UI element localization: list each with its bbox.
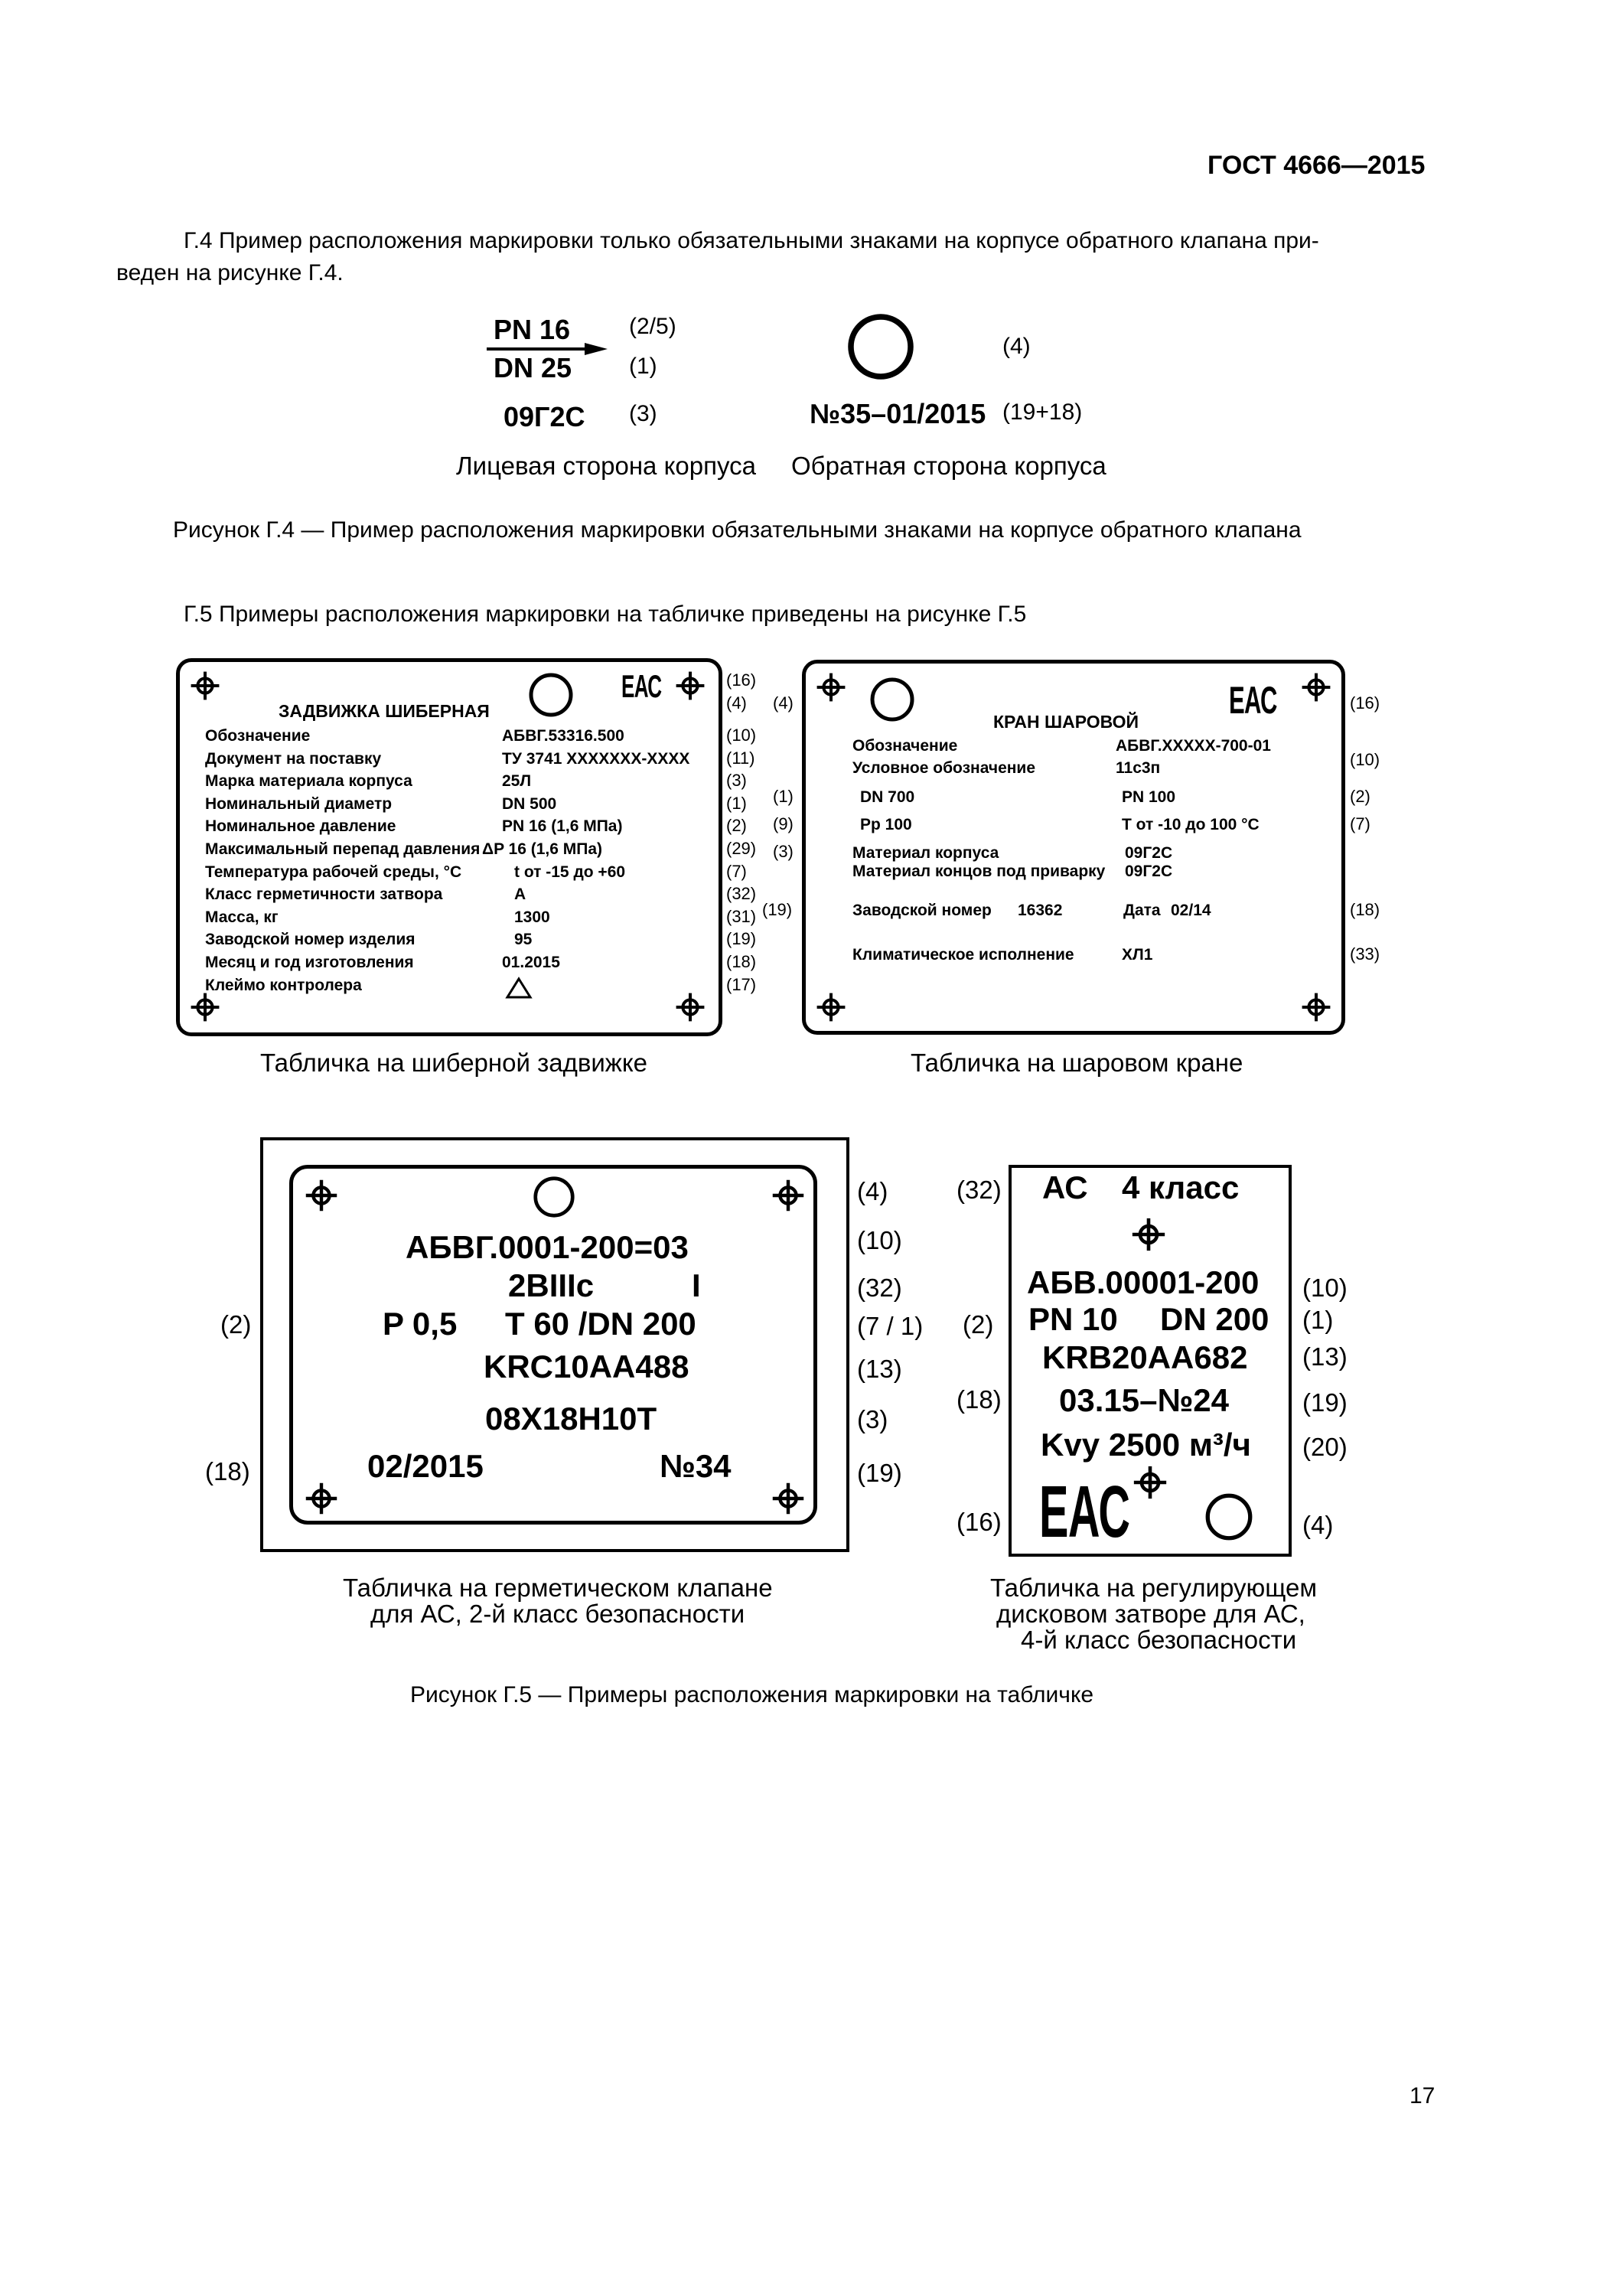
gate-row-label: Номинальное давление bbox=[205, 817, 396, 835]
g4-paragraph-line1: Г.4 Пример расположения маркировки только обязательными знаками на корпусе обратного клапана при- bbox=[184, 228, 1319, 253]
front-ref-dn: (1) bbox=[629, 354, 657, 379]
ball-left-ref: (1) bbox=[773, 787, 794, 806]
gate-row-ref: (19) bbox=[726, 929, 757, 948]
eac-mark: ЕАС bbox=[621, 668, 662, 704]
disk-right-ref: (10) bbox=[1302, 1274, 1348, 1302]
gate-row-ref: (29) bbox=[726, 839, 757, 858]
ball-left-ref: (4) bbox=[773, 693, 794, 713]
gate-row-ref: (18) bbox=[726, 952, 757, 971]
mounting-hole-icon bbox=[305, 1482, 338, 1515]
gate-row-ref: (32) bbox=[726, 884, 757, 903]
gate-row-label: Обозначение bbox=[205, 727, 311, 745]
gate-row-label: Номинальный диаметр bbox=[205, 795, 393, 813]
hermetic-pressure: P 0,5 bbox=[383, 1306, 458, 1342]
back-caption: Обратная сторона корпуса bbox=[791, 452, 1106, 480]
ball-serial-value: 16362 bbox=[1018, 902, 1063, 919]
gate-row-value: А bbox=[514, 885, 526, 903]
ball-conv-value: 11с3п bbox=[1116, 759, 1161, 777]
gate-row-ref: (2) bbox=[726, 816, 747, 835]
gate-row-ref: (3) bbox=[726, 771, 747, 790]
hermetic-date: 02/2015 bbox=[367, 1448, 484, 1484]
marking-circle-icon bbox=[533, 1176, 575, 1218]
back-number: №35–01/2015 bbox=[810, 398, 986, 429]
disk-right-ref: (13) bbox=[1302, 1342, 1348, 1371]
gate-ref-circle: (4) bbox=[726, 693, 747, 713]
gate-row-value: 01.2015 bbox=[502, 954, 560, 971]
mounting-hole-icon bbox=[771, 1482, 805, 1515]
disk-ac: АС bbox=[1042, 1169, 1088, 1205]
hermetic-left-ref: (2) bbox=[220, 1310, 252, 1339]
disk-left-ref: (2) bbox=[963, 1310, 994, 1339]
hermetic-right-ref: (13) bbox=[857, 1355, 902, 1383]
gate-row-value: АБВГ.53316.500 bbox=[502, 727, 624, 745]
front-ref-pn: (2/5) bbox=[629, 314, 676, 339]
back-ref-number: (19+18) bbox=[1002, 400, 1083, 425]
ball-climate-value: ХЛ1 bbox=[1122, 946, 1153, 964]
gate-row-ref: (11) bbox=[726, 748, 755, 768]
mounting-hole-icon bbox=[771, 1179, 805, 1212]
ball-designation-label: Обозначение bbox=[852, 737, 958, 755]
disk-right-ref: (20) bbox=[1302, 1433, 1348, 1461]
gate-row-value: ТУ 3741 XXXXXXX-XXXX bbox=[502, 750, 690, 768]
hermetic-material: 08Х18Н10Т bbox=[485, 1401, 657, 1437]
mounting-hole-icon bbox=[1301, 992, 1331, 1022]
disk-left-ref: (18) bbox=[957, 1385, 1002, 1414]
disk-code: KRB20AA682 bbox=[1042, 1339, 1248, 1375]
gate-row-value: PN 16 (1,6 МПа) bbox=[502, 817, 623, 835]
gate-row-value: 1300 bbox=[514, 908, 550, 926]
front-caption: Лицевая сторона корпуса bbox=[456, 452, 756, 480]
eac-mark: ЕАС bbox=[1229, 679, 1277, 722]
gate-row-label: Температура рабочей среды, °С bbox=[205, 863, 462, 881]
hermetic-right-ref: (7 / 1) bbox=[857, 1312, 924, 1340]
front-pn: PN 16 bbox=[494, 314, 571, 345]
figure-g5-caption: Рисунок Г.5 — Примеры расположения маркировки на табличке bbox=[410, 1682, 1094, 1707]
ball-right-ref: (18) bbox=[1350, 900, 1380, 919]
hermetic-right-ref: (19) bbox=[857, 1459, 902, 1487]
mounting-hole-icon bbox=[190, 992, 220, 1022]
gate-row-label: Марка материала корпуса bbox=[205, 772, 412, 790]
ball-left-ref: (19) bbox=[762, 900, 793, 919]
hermetic-right-ref: (32) bbox=[857, 1274, 902, 1302]
mounting-hole-icon bbox=[816, 672, 846, 703]
ball-designation-value: АБВГ.XXXXX-700-01 bbox=[1116, 737, 1271, 755]
page-number: 17 bbox=[1410, 2083, 1436, 2108]
marking-circle-icon bbox=[869, 677, 915, 722]
ball-right-ref: (7) bbox=[1350, 814, 1370, 833]
disk-right-ref: (4) bbox=[1302, 1511, 1334, 1539]
disk-pn: PN 10 bbox=[1028, 1301, 1118, 1337]
ball-dn: DN 700 bbox=[860, 788, 915, 806]
mounting-hole-icon bbox=[305, 1179, 338, 1212]
hermetic-temp-dn: T 60 /DN 200 bbox=[505, 1306, 696, 1342]
gate-row-value: 25Л bbox=[502, 772, 532, 790]
front-dn: DN 25 bbox=[494, 352, 572, 383]
ball-date-label: Дата bbox=[1123, 902, 1161, 919]
disk-designation: АБВ.00001-200 bbox=[1027, 1264, 1260, 1300]
eac-mark: ЕАС bbox=[1039, 1471, 1130, 1553]
disk-right-ref: (1) bbox=[1302, 1306, 1334, 1334]
hermetic-right-ref: (10) bbox=[857, 1226, 902, 1254]
hermetic-right-ref: (3) bbox=[857, 1405, 888, 1433]
ball-left-ref: (9) bbox=[773, 814, 794, 833]
ball-conv-label: Условное обозначение bbox=[852, 759, 1036, 777]
hermetic-number: №34 bbox=[660, 1448, 732, 1484]
front-material: 09Г2С bbox=[504, 401, 585, 432]
disk-left-ref: (16) bbox=[957, 1508, 1002, 1536]
gate-row-ref: (10) bbox=[726, 726, 757, 745]
gate-row-ref: (17) bbox=[726, 975, 757, 994]
hermetic-caption-line1: Табличка на герметическом клапане bbox=[343, 1574, 773, 1602]
inspector-stamp-triangle-icon bbox=[505, 977, 533, 1000]
back-ref-circle: (4) bbox=[1002, 334, 1031, 359]
disk-kvy: Kvy 2500 м³/ч bbox=[1041, 1427, 1251, 1463]
ball-right-ref: (2) bbox=[1350, 787, 1370, 806]
ball-right-ref: (16) bbox=[1350, 693, 1380, 713]
ball-plate-title: КРАН ШАРОВОЙ bbox=[993, 712, 1139, 732]
hermetic-right-ref: (4) bbox=[857, 1177, 888, 1205]
ball-left-ref: (3) bbox=[773, 842, 794, 861]
hermetic-code: KRC10AA488 bbox=[484, 1349, 689, 1384]
disk-class: 4 класс bbox=[1122, 1169, 1240, 1205]
ball-date-value: 02/14 bbox=[1171, 902, 1211, 919]
disk-right-ref: (19) bbox=[1302, 1388, 1348, 1417]
ball-ends-material-label: Материал концов под приварку bbox=[852, 863, 1106, 880]
gate-row-value: 95 bbox=[514, 931, 533, 948]
gate-row-value: t от -15 до +60 bbox=[514, 863, 626, 881]
ball-pp: Pp 100 bbox=[860, 816, 912, 833]
marking-circle-icon bbox=[846, 312, 915, 381]
hermetic-left-ref: (18) bbox=[205, 1457, 250, 1486]
mounting-hole-icon bbox=[675, 670, 706, 701]
ball-plate-caption: Табличка на шаровом кране bbox=[911, 1049, 1243, 1077]
gate-row-ref: (1) bbox=[726, 794, 747, 813]
ball-pn: PN 100 bbox=[1122, 788, 1176, 806]
gate-row-label: Масса, кг bbox=[205, 908, 279, 926]
ball-climate-label: Климатическое исполнение bbox=[852, 946, 1074, 964]
disk-dn: DN 200 bbox=[1160, 1301, 1269, 1337]
mounting-hole-icon bbox=[1301, 672, 1331, 703]
hermetic-designation: АБВГ.0001-200=03 bbox=[406, 1229, 689, 1265]
ball-body-material-value: 09Г2С bbox=[1125, 844, 1173, 862]
disk-caption-line2: дисковом затворе для АС, bbox=[996, 1600, 1305, 1628]
mounting-hole-icon bbox=[190, 670, 220, 701]
hermetic-class-roman: I bbox=[692, 1267, 701, 1303]
disk-caption-line3: 4-й класс безопасности bbox=[1021, 1626, 1297, 1654]
gate-row-label: Документ на поставку bbox=[205, 750, 382, 768]
disk-date-number: 03.15–№24 bbox=[1059, 1382, 1229, 1418]
ball-body-material-label: Материал корпуса bbox=[852, 844, 999, 862]
gate-row-label: Класс герметичности затвора bbox=[205, 885, 443, 903]
mounting-hole-icon bbox=[1131, 1217, 1166, 1252]
gate-row-value: ΔP 16 (1,6 МПа) bbox=[482, 840, 603, 858]
gate-row-ref: (31) bbox=[726, 907, 757, 926]
standard-header: ГОСТ 4666—2015 bbox=[1207, 151, 1426, 180]
gate-ref-eac: (16) bbox=[726, 670, 757, 690]
gate-plate-caption: Табличка на шиберной задвижке bbox=[260, 1049, 648, 1077]
disk-left-ref: (32) bbox=[957, 1176, 1002, 1204]
marking-circle-icon bbox=[528, 672, 574, 718]
front-ref-material: (3) bbox=[629, 401, 657, 426]
gate-row-label: Месяц и год изготовления bbox=[205, 954, 414, 971]
gate-row-label: Заводской номер изделия bbox=[205, 931, 416, 948]
hermetic-caption-line2: для АС, 2-й класс безопасности bbox=[370, 1600, 745, 1628]
gate-row-value: DN 500 bbox=[502, 795, 557, 813]
gate-row-label: Клеймо контролера bbox=[205, 977, 362, 994]
disk-caption-line1: Табличка на регулирующем bbox=[990, 1574, 1318, 1602]
gate-plate-title: ЗАДВИЖКА ШИБЕРНАЯ bbox=[279, 701, 490, 721]
ball-right-ref: (33) bbox=[1350, 944, 1380, 964]
ball-serial-label: Заводской номер bbox=[852, 902, 992, 919]
g5-paragraph: Г.5 Примеры расположения маркировки на табличке приведены на рисунке Г.5 bbox=[184, 602, 1027, 627]
mounting-hole-icon bbox=[816, 992, 846, 1022]
ball-temp: Т от -10 до 100 °С bbox=[1122, 816, 1260, 833]
g4-paragraph-line2: веден на рисунке Г.4. bbox=[116, 260, 344, 285]
ball-right-ref: (10) bbox=[1350, 750, 1380, 769]
hermetic-class-code: 2BIIIc bbox=[508, 1267, 595, 1303]
ball-ends-material-value: 09Г2С bbox=[1125, 863, 1173, 880]
gate-row-label: Максимальный перепад давления bbox=[205, 840, 481, 858]
mounting-hole-icon bbox=[675, 992, 706, 1022]
marking-circle-icon bbox=[1204, 1492, 1253, 1541]
figure-g4-caption: Рисунок Г.4 — Пример расположения маркировки обязательными знаками на корпусе обратного клапана bbox=[173, 517, 1302, 543]
mounting-hole-icon bbox=[1133, 1465, 1168, 1500]
gate-row-ref: (7) bbox=[726, 862, 747, 881]
